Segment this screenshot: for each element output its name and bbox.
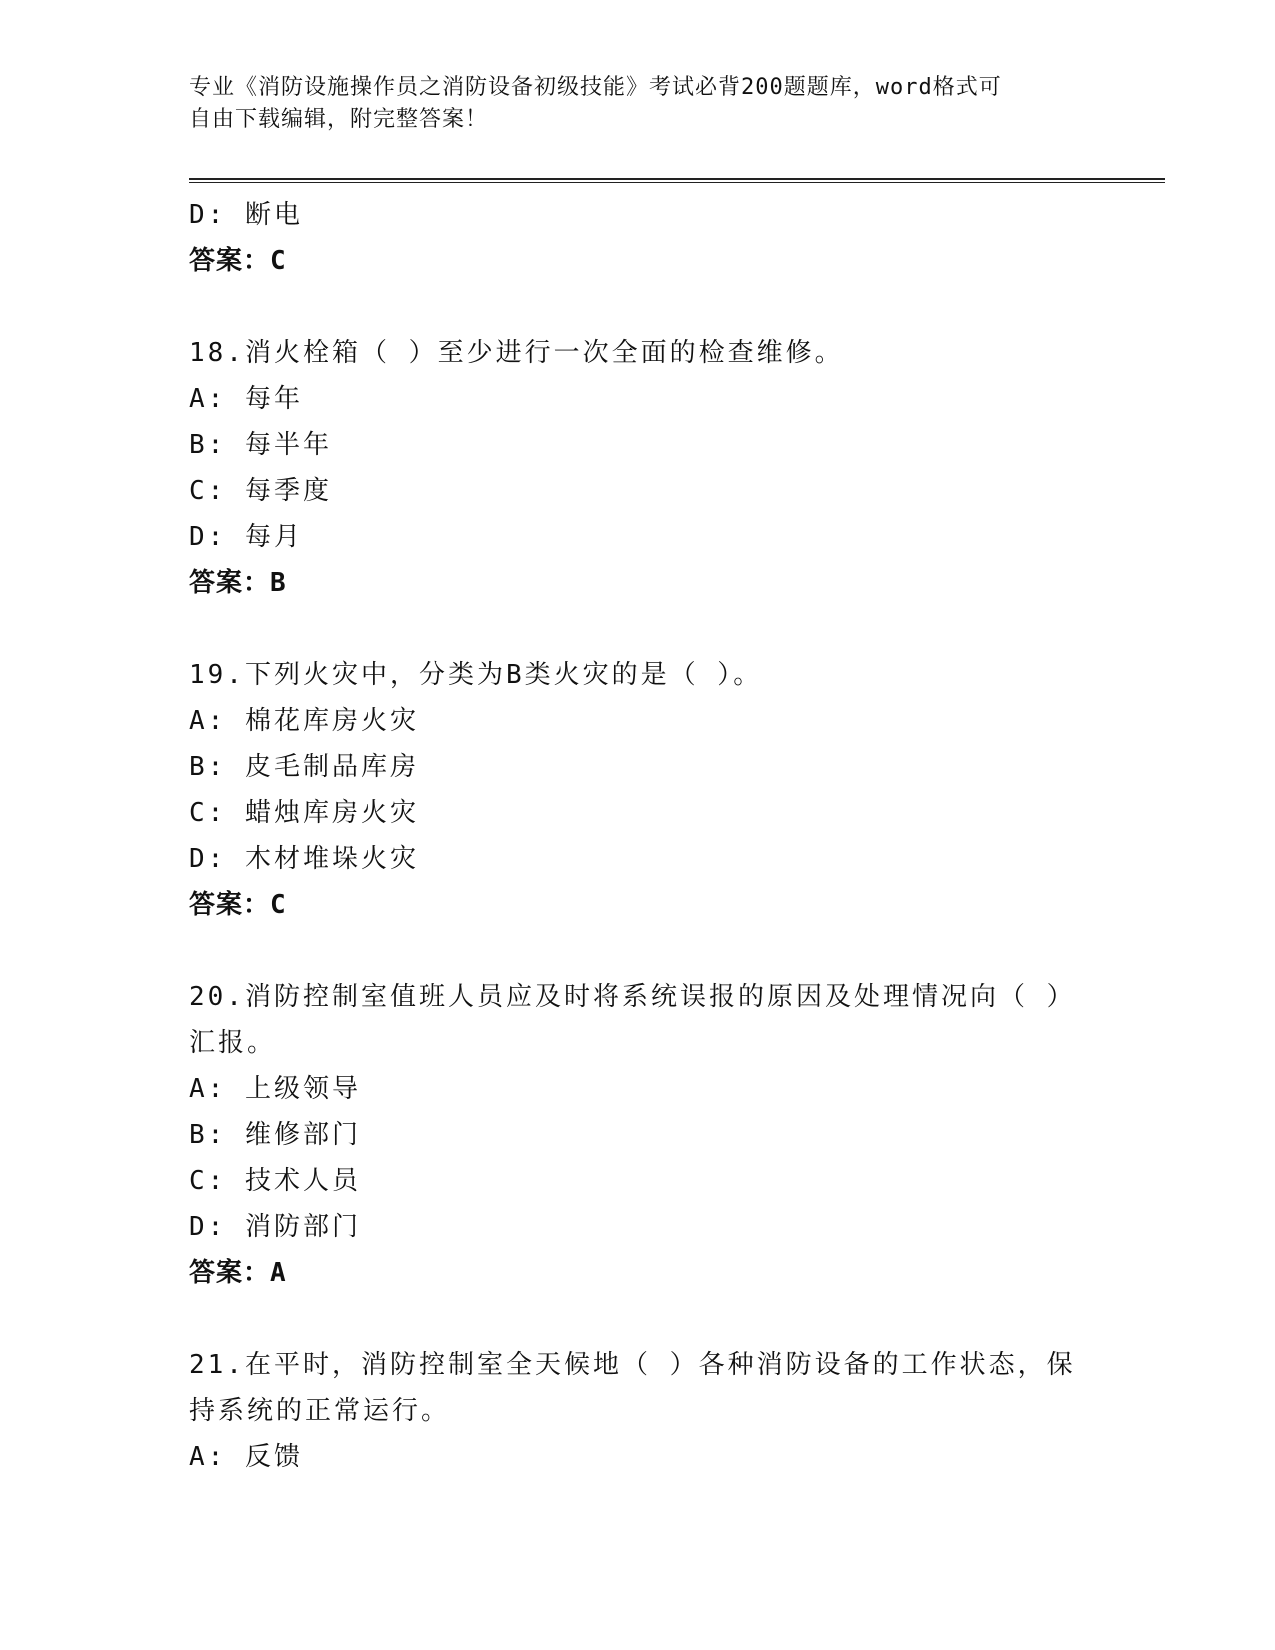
question-stem-continued: 持系统的正常运行。 bbox=[189, 1396, 451, 1426]
option-b: B: 维修部门 bbox=[189, 1120, 361, 1150]
question-20 bbox=[189, 974, 1089, 1296]
option-b: B: 皮毛制品库房 bbox=[189, 752, 419, 782]
option-d: D: 木材堆垛火灾 bbox=[189, 844, 419, 874]
option-c: C: 蜡烛库房火灾 bbox=[189, 798, 419, 828]
question-stem: 18.消火栓箱（ ）至少进行一次全面的检查维修。 bbox=[189, 338, 844, 368]
option-b: B: 每半年 bbox=[189, 430, 332, 460]
answer-line: 答案：A bbox=[189, 1258, 287, 1288]
question-stem: 21.在平时，消防控制室全天候地（ ）各种消防设备的工作状态，保 bbox=[189, 1350, 1076, 1380]
option-d: D: 每月 bbox=[189, 522, 303, 552]
option-c: C: 每季度 bbox=[189, 476, 332, 506]
option-d: D: 断电 bbox=[189, 200, 303, 230]
header-rule-top bbox=[189, 178, 1165, 180]
question-19 bbox=[189, 652, 1089, 928]
question-18 bbox=[189, 330, 1089, 606]
option-a: A: 每年 bbox=[189, 384, 303, 414]
option-d: D: 消防部门 bbox=[189, 1212, 361, 1242]
question-stem-continued: 汇报。 bbox=[189, 1028, 277, 1058]
option-a: A: 棉花库房火灾 bbox=[189, 706, 419, 736]
question-21 bbox=[189, 1342, 1089, 1480]
question-stem: 20.消防控制室值班人员应及时将系统误报的原因及处理情况向（ ） bbox=[189, 982, 1076, 1012]
question-stem: 19.下列火灾中，分类为B类火灾的是（ ）。 bbox=[189, 660, 763, 690]
header-line-1: 专业《消防设施操作员之消防设备初级技能》考试必背200题题库，word格式可 bbox=[189, 75, 1002, 100]
document-header bbox=[189, 72, 1089, 136]
header-rule-bottom bbox=[189, 182, 1165, 183]
option-a: A: 反馈 bbox=[189, 1442, 303, 1472]
option-a: A: 上级领导 bbox=[189, 1074, 361, 1104]
header-line-2: 自由下载编辑，附完整答案！ bbox=[189, 107, 489, 132]
answer-line: 答案：C bbox=[189, 246, 287, 276]
option-c: C: 技术人员 bbox=[189, 1166, 361, 1196]
document-body bbox=[189, 192, 1089, 1480]
answer-line: 答案：B bbox=[189, 568, 287, 598]
answer-line: 答案：C bbox=[189, 890, 287, 920]
